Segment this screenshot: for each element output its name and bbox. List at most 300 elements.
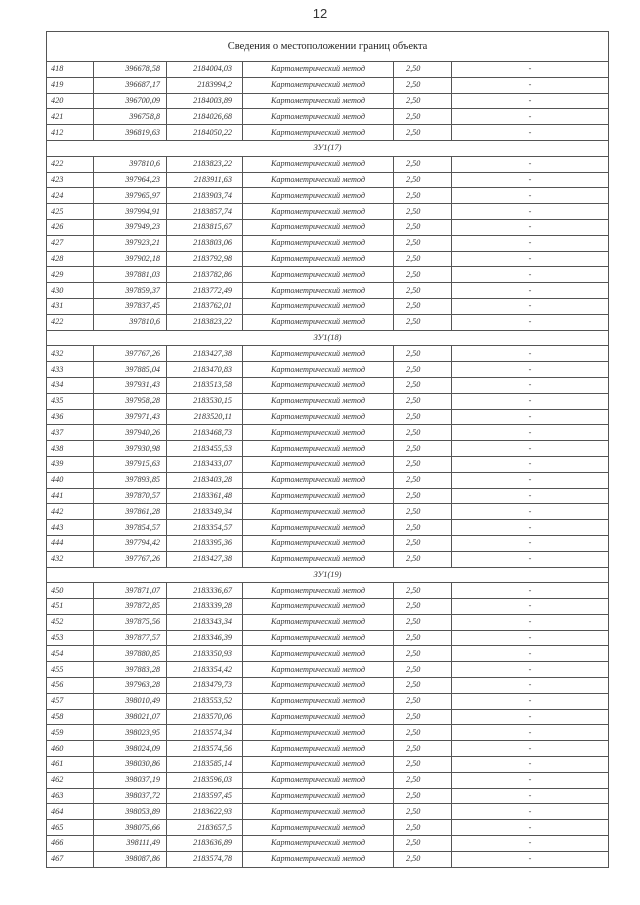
accuracy-cell: 2,50 [394, 219, 452, 235]
x-coordinate-cell: 398053,89 [94, 804, 167, 820]
section-row [47, 567, 609, 583]
accuracy-cell: 2,50 [394, 851, 452, 867]
point-number-cell: 464 [47, 804, 94, 820]
description-cell: - [452, 425, 609, 441]
section-label: ЗУ1(17) [47, 140, 609, 156]
point-number-cell: 451 [47, 599, 94, 615]
y-coordinate-cell: 2183782,86 [167, 267, 243, 283]
description-cell: - [452, 488, 609, 504]
table-row [47, 741, 609, 757]
table-title-row [47, 32, 609, 62]
point-number-cell: 419 [47, 77, 94, 93]
method-cell: Картометрический метод [243, 441, 394, 457]
y-coordinate-cell: 2184026,68 [167, 109, 243, 125]
point-number-cell: 423 [47, 172, 94, 188]
method-cell: Картометрический метод [243, 820, 394, 836]
y-coordinate-cell: 2183455,53 [167, 441, 243, 457]
method-cell: Картометрический метод [243, 614, 394, 630]
y-coordinate-cell: 2183597,45 [167, 788, 243, 804]
point-number-cell: 465 [47, 820, 94, 836]
x-coordinate-cell: 397893,85 [94, 472, 167, 488]
method-cell: Картометрический метод [243, 646, 394, 662]
section-label: ЗУ1(19) [47, 567, 609, 583]
accuracy-cell: 2,50 [394, 93, 452, 109]
method-cell: Картометрический метод [243, 235, 394, 251]
x-coordinate-cell: 397963,28 [94, 678, 167, 694]
description-cell: - [452, 678, 609, 694]
y-coordinate-cell: 2183470,83 [167, 362, 243, 378]
x-coordinate-cell: 398010,49 [94, 693, 167, 709]
table-row [47, 425, 609, 441]
table-row [47, 599, 609, 615]
y-coordinate-cell: 2184050,22 [167, 125, 243, 141]
table-row [47, 204, 609, 220]
y-coordinate-cell: 2183636,89 [167, 836, 243, 852]
method-cell: Картометрический метод [243, 251, 394, 267]
point-number-cell: 422 [47, 156, 94, 172]
table-row [47, 77, 609, 93]
accuracy-cell: 2,50 [394, 709, 452, 725]
table-row [47, 772, 609, 788]
method-cell: Картометрический метод [243, 125, 394, 141]
description-cell: - [452, 772, 609, 788]
description-cell: - [452, 409, 609, 425]
description-cell: - [452, 393, 609, 409]
section-label: ЗУ1(18) [47, 330, 609, 346]
point-number-cell: 432 [47, 551, 94, 567]
accuracy-cell: 2,50 [394, 235, 452, 251]
accuracy-cell: 2,50 [394, 283, 452, 299]
point-number-cell: 421 [47, 109, 94, 125]
description-cell: - [452, 804, 609, 820]
description-cell: - [452, 693, 609, 709]
method-cell: Картометрический метод [243, 725, 394, 741]
accuracy-cell: 2,50 [394, 678, 452, 694]
table-row [47, 362, 609, 378]
point-number-cell: 462 [47, 772, 94, 788]
accuracy-cell: 2,50 [394, 156, 452, 172]
accuracy-cell: 2,50 [394, 757, 452, 773]
accuracy-cell: 2,50 [394, 599, 452, 615]
method-cell: Картометрический метод [243, 283, 394, 299]
description-cell: - [452, 709, 609, 725]
method-cell: Картометрический метод [243, 377, 394, 393]
method-cell: Картометрический метод [243, 188, 394, 204]
method-cell: Картометрический метод [243, 425, 394, 441]
method-cell: Картометрический метод [243, 156, 394, 172]
accuracy-cell: 2,50 [394, 441, 452, 457]
point-number-cell: 425 [47, 204, 94, 220]
x-coordinate-cell: 396819,63 [94, 125, 167, 141]
point-number-cell: 424 [47, 188, 94, 204]
table-row [47, 377, 609, 393]
accuracy-cell: 2,50 [394, 188, 452, 204]
x-coordinate-cell: 397902,18 [94, 251, 167, 267]
method-cell: Картометрический метод [243, 520, 394, 536]
point-number-cell: 431 [47, 298, 94, 314]
description-cell: - [452, 520, 609, 536]
x-coordinate-cell: 397940,26 [94, 425, 167, 441]
description-cell: - [452, 741, 609, 757]
point-number-cell: 460 [47, 741, 94, 757]
y-coordinate-cell: 2183361,48 [167, 488, 243, 504]
table-row [47, 725, 609, 741]
x-coordinate-cell: 397861,28 [94, 504, 167, 520]
x-coordinate-cell: 397870,57 [94, 488, 167, 504]
x-coordinate-cell: 398037,72 [94, 788, 167, 804]
table-row [47, 693, 609, 709]
point-number-cell: 463 [47, 788, 94, 804]
table-row [47, 109, 609, 125]
accuracy-cell: 2,50 [394, 788, 452, 804]
x-coordinate-cell: 397767,26 [94, 551, 167, 567]
accuracy-cell: 2,50 [394, 488, 452, 504]
table-row [47, 283, 609, 299]
accuracy-cell: 2,50 [394, 77, 452, 93]
accuracy-cell: 2,50 [394, 662, 452, 678]
table-row [47, 125, 609, 141]
y-coordinate-cell: 2183336,67 [167, 583, 243, 599]
y-coordinate-cell: 2183792,98 [167, 251, 243, 267]
accuracy-cell: 2,50 [394, 551, 452, 567]
y-coordinate-cell: 2183468,73 [167, 425, 243, 441]
y-coordinate-cell: 2183574,34 [167, 725, 243, 741]
table-row [47, 836, 609, 852]
description-cell: - [452, 314, 609, 330]
description-cell: - [452, 219, 609, 235]
accuracy-cell: 2,50 [394, 393, 452, 409]
table-row [47, 820, 609, 836]
table-row [47, 551, 609, 567]
description-cell: - [452, 172, 609, 188]
y-coordinate-cell: 2183346,39 [167, 630, 243, 646]
y-coordinate-cell: 2183553,52 [167, 693, 243, 709]
point-number-cell: 432 [47, 346, 94, 362]
accuracy-cell: 2,50 [394, 172, 452, 188]
y-coordinate-cell: 2183427,38 [167, 346, 243, 362]
table-body [47, 32, 609, 868]
x-coordinate-cell: 397885,04 [94, 362, 167, 378]
x-coordinate-cell: 397883,28 [94, 662, 167, 678]
table-row [47, 504, 609, 520]
point-number-cell: 439 [47, 456, 94, 472]
y-coordinate-cell: 2183343,34 [167, 614, 243, 630]
y-coordinate-cell: 2183395,36 [167, 535, 243, 551]
description-cell: - [452, 235, 609, 251]
y-coordinate-cell: 2184003,89 [167, 93, 243, 109]
y-coordinate-cell: 2183657,5 [167, 820, 243, 836]
x-coordinate-cell: 397859,37 [94, 283, 167, 299]
description-cell: - [452, 551, 609, 567]
point-number-cell: 412 [47, 125, 94, 141]
accuracy-cell: 2,50 [394, 204, 452, 220]
x-coordinate-cell: 397875,56 [94, 614, 167, 630]
x-coordinate-cell: 396687,17 [94, 77, 167, 93]
method-cell: Картометрический метод [243, 456, 394, 472]
point-number-cell: 459 [47, 725, 94, 741]
table-row [47, 472, 609, 488]
point-number-cell: 458 [47, 709, 94, 725]
y-coordinate-cell: 2183574,78 [167, 851, 243, 867]
table-row [47, 235, 609, 251]
y-coordinate-cell: 2183530,15 [167, 393, 243, 409]
accuracy-cell: 2,50 [394, 62, 452, 78]
y-coordinate-cell: 2183596,03 [167, 772, 243, 788]
y-coordinate-cell: 2183354,42 [167, 662, 243, 678]
description-cell: - [452, 599, 609, 615]
description-cell: - [452, 77, 609, 93]
description-cell: - [452, 472, 609, 488]
table-row [47, 488, 609, 504]
description-cell: - [452, 757, 609, 773]
section-row [47, 330, 609, 346]
method-cell: Картометрический метод [243, 172, 394, 188]
description-cell: - [452, 267, 609, 283]
x-coordinate-cell: 397877,57 [94, 630, 167, 646]
x-coordinate-cell: 398021,07 [94, 709, 167, 725]
description-cell: - [452, 504, 609, 520]
accuracy-cell: 2,50 [394, 456, 452, 472]
table-row [47, 219, 609, 235]
table-row [47, 441, 609, 457]
point-number-cell: 437 [47, 425, 94, 441]
x-coordinate-cell: 397965,97 [94, 188, 167, 204]
point-number-cell: 455 [47, 662, 94, 678]
boundary-table-container [46, 31, 608, 868]
description-cell: - [452, 662, 609, 678]
method-cell: Картометрический метод [243, 362, 394, 378]
y-coordinate-cell: 2183585,14 [167, 757, 243, 773]
table-row [47, 804, 609, 820]
x-coordinate-cell: 397930,98 [94, 441, 167, 457]
point-number-cell: 456 [47, 678, 94, 694]
accuracy-cell: 2,50 [394, 646, 452, 662]
x-coordinate-cell: 397880,85 [94, 646, 167, 662]
description-cell: - [452, 820, 609, 836]
y-coordinate-cell: 2183772,49 [167, 283, 243, 299]
accuracy-cell: 2,50 [394, 409, 452, 425]
accuracy-cell: 2,50 [394, 251, 452, 267]
y-coordinate-cell: 2183762,01 [167, 298, 243, 314]
y-coordinate-cell: 2183803,06 [167, 235, 243, 251]
x-coordinate-cell: 398111,49 [94, 836, 167, 852]
point-number-cell: 467 [47, 851, 94, 867]
section-row [47, 140, 609, 156]
method-cell: Картометрический метод [243, 693, 394, 709]
table-row [47, 156, 609, 172]
table-row [47, 188, 609, 204]
method-cell: Картометрический метод [243, 109, 394, 125]
point-number-cell: 427 [47, 235, 94, 251]
x-coordinate-cell: 398075,66 [94, 820, 167, 836]
table-row [47, 409, 609, 425]
table-row [47, 583, 609, 599]
table-row [47, 314, 609, 330]
description-cell: - [452, 788, 609, 804]
y-coordinate-cell: 2183911,63 [167, 172, 243, 188]
accuracy-cell: 2,50 [394, 741, 452, 757]
description-cell: - [452, 441, 609, 457]
method-cell: Картометрический метод [243, 757, 394, 773]
method-cell: Картометрический метод [243, 393, 394, 409]
x-coordinate-cell: 397837,45 [94, 298, 167, 314]
x-coordinate-cell: 397958,28 [94, 393, 167, 409]
description-cell: - [452, 362, 609, 378]
method-cell: Картометрический метод [243, 662, 394, 678]
y-coordinate-cell: 2183815,67 [167, 219, 243, 235]
x-coordinate-cell: 397931,43 [94, 377, 167, 393]
table-row [47, 709, 609, 725]
method-cell: Картометрический метод [243, 583, 394, 599]
method-cell: Картометрический метод [243, 314, 394, 330]
table-row [47, 520, 609, 536]
accuracy-cell: 2,50 [394, 267, 452, 283]
accuracy-cell: 2,50 [394, 472, 452, 488]
y-coordinate-cell: 2184004,03 [167, 62, 243, 78]
x-coordinate-cell: 397881,03 [94, 267, 167, 283]
description-cell: - [452, 346, 609, 362]
x-coordinate-cell: 398087,86 [94, 851, 167, 867]
x-coordinate-cell: 397810,6 [94, 314, 167, 330]
description-cell: - [452, 283, 609, 299]
method-cell: Картометрический метод [243, 62, 394, 78]
y-coordinate-cell: 2183570,06 [167, 709, 243, 725]
accuracy-cell: 2,50 [394, 725, 452, 741]
method-cell: Картометрический метод [243, 630, 394, 646]
accuracy-cell: 2,50 [394, 772, 452, 788]
description-cell: - [452, 125, 609, 141]
point-number-cell: 435 [47, 393, 94, 409]
point-number-cell: 420 [47, 93, 94, 109]
method-cell: Картометрический метод [243, 678, 394, 694]
accuracy-cell: 2,50 [394, 804, 452, 820]
point-number-cell: 450 [47, 583, 94, 599]
method-cell: Картометрический метод [243, 851, 394, 867]
accuracy-cell: 2,50 [394, 630, 452, 646]
method-cell: Картометрический метод [243, 535, 394, 551]
y-coordinate-cell: 2183823,22 [167, 156, 243, 172]
description-cell: - [452, 456, 609, 472]
point-number-cell: 454 [47, 646, 94, 662]
x-coordinate-cell: 397854,57 [94, 520, 167, 536]
y-coordinate-cell: 2183574,56 [167, 741, 243, 757]
x-coordinate-cell: 397994,91 [94, 204, 167, 220]
point-number-cell: 430 [47, 283, 94, 299]
y-coordinate-cell: 2183339,28 [167, 599, 243, 615]
accuracy-cell: 2,50 [394, 820, 452, 836]
point-number-cell: 418 [47, 62, 94, 78]
y-coordinate-cell: 2183349,34 [167, 504, 243, 520]
method-cell: Картометрический метод [243, 204, 394, 220]
description-cell: - [452, 583, 609, 599]
accuracy-cell: 2,50 [394, 125, 452, 141]
accuracy-cell: 2,50 [394, 693, 452, 709]
table-row [47, 646, 609, 662]
method-cell: Картометрический метод [243, 219, 394, 235]
y-coordinate-cell: 2183520,11 [167, 409, 243, 425]
method-cell: Картометрический метод [243, 93, 394, 109]
point-number-cell: 452 [47, 614, 94, 630]
description-cell: - [452, 851, 609, 867]
method-cell: Картометрический метод [243, 551, 394, 567]
point-number-cell: 440 [47, 472, 94, 488]
table-row [47, 662, 609, 678]
point-number-cell: 438 [47, 441, 94, 457]
description-cell: - [452, 614, 609, 630]
y-coordinate-cell: 2183403,28 [167, 472, 243, 488]
y-coordinate-cell: 2183479,73 [167, 678, 243, 694]
y-coordinate-cell: 2183857,74 [167, 204, 243, 220]
point-number-cell: 442 [47, 504, 94, 520]
accuracy-cell: 2,50 [394, 377, 452, 393]
description-cell: - [452, 93, 609, 109]
x-coordinate-cell: 398030,86 [94, 757, 167, 773]
table-row [47, 172, 609, 188]
description-cell: - [452, 836, 609, 852]
method-cell: Картометрический метод [243, 788, 394, 804]
point-number-cell: 444 [47, 535, 94, 551]
method-cell: Картометрический метод [243, 409, 394, 425]
table-row [47, 788, 609, 804]
description-cell: - [452, 188, 609, 204]
description-cell: - [452, 204, 609, 220]
table-row [47, 535, 609, 551]
y-coordinate-cell: 2183350,93 [167, 646, 243, 662]
y-coordinate-cell: 2183622,93 [167, 804, 243, 820]
point-number-cell: 441 [47, 488, 94, 504]
point-number-cell: 453 [47, 630, 94, 646]
method-cell: Картометрический метод [243, 488, 394, 504]
x-coordinate-cell: 397915,63 [94, 456, 167, 472]
x-coordinate-cell: 397971,43 [94, 409, 167, 425]
table-row [47, 757, 609, 773]
table-row [47, 678, 609, 694]
description-cell: - [452, 156, 609, 172]
x-coordinate-cell: 397872,85 [94, 599, 167, 615]
table-row [47, 93, 609, 109]
y-coordinate-cell: 2183994,2 [167, 77, 243, 93]
description-cell: - [452, 109, 609, 125]
y-coordinate-cell: 2183354,57 [167, 520, 243, 536]
point-number-cell: 433 [47, 362, 94, 378]
method-cell: Картометрический метод [243, 346, 394, 362]
x-coordinate-cell: 397949,23 [94, 219, 167, 235]
table-row [47, 62, 609, 78]
description-cell: - [452, 535, 609, 551]
method-cell: Картометрический метод [243, 804, 394, 820]
x-coordinate-cell: 396700,09 [94, 93, 167, 109]
method-cell: Картометрический метод [243, 599, 394, 615]
point-number-cell: 434 [47, 377, 94, 393]
x-coordinate-cell: 396678,58 [94, 62, 167, 78]
y-coordinate-cell: 2183427,38 [167, 551, 243, 567]
description-cell: - [452, 725, 609, 741]
y-coordinate-cell: 2183433,07 [167, 456, 243, 472]
table-row [47, 851, 609, 867]
page-number: 12 [312, 6, 328, 21]
accuracy-cell: 2,50 [394, 535, 452, 551]
method-cell: Картометрический метод [243, 472, 394, 488]
table-row [47, 630, 609, 646]
accuracy-cell: 2,50 [394, 298, 452, 314]
accuracy-cell: 2,50 [394, 614, 452, 630]
x-coordinate-cell: 397923,21 [94, 235, 167, 251]
accuracy-cell: 2,50 [394, 520, 452, 536]
accuracy-cell: 2,50 [394, 346, 452, 362]
description-cell: - [452, 62, 609, 78]
x-coordinate-cell: 397810,6 [94, 156, 167, 172]
description-cell: - [452, 630, 609, 646]
